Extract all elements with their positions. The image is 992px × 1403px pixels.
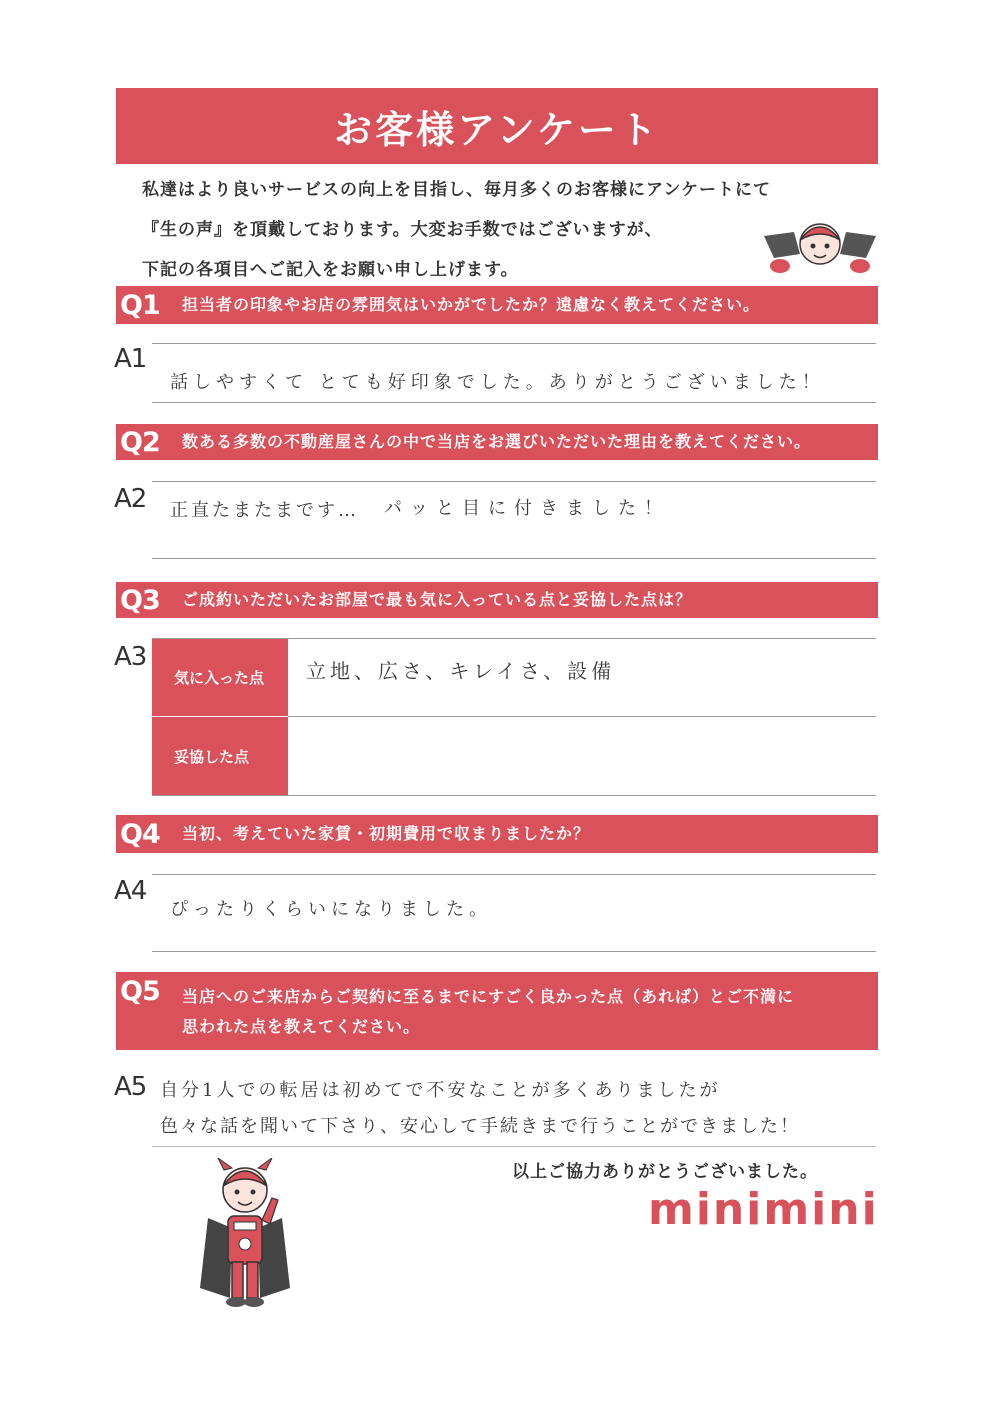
mascot-head-illustration [760,214,880,276]
compromise-points-label: 妥協した点 [152,717,288,795]
answer-5-line-1: 自分1人での転居は初めてで不安なことが多くありましたが [160,1080,721,1101]
answer-4-box [152,874,876,952]
question-number: Q4 [120,818,160,850]
answer-2-label: A2 [114,484,147,514]
answer-1-label: A1 [114,344,147,374]
answer-5-underline [152,1146,876,1147]
row-divider [288,716,876,717]
page-title: お客様アンケート [334,107,660,152]
intro-line-1: 私達はより良いサービスの向上を目指し、毎月多くのお客様にアンケートにて [142,180,771,200]
question-text: 数ある多数の不動産屋さんの中で当店をお選びいただいた理由を教えてください。 [182,432,812,451]
answer-4-label: A4 [114,876,147,906]
question-3-bar [116,582,878,618]
liked-points-label: 気に入った点 [152,639,288,716]
question-number: Q1 [120,289,160,321]
mascot-illustration [190,1158,300,1310]
question-text: ご成約いただいたお部屋で最も気に入っている点と妥協した点は？ [182,590,693,609]
closing-message: 以上ご協力ありがとうございました。 [512,1162,818,1182]
question-number: Q2 [120,426,160,458]
answer-1-text: 話しやすくて とても好印象でした。ありがとうございました！ [170,372,825,393]
company-logo: minimini [648,1184,879,1235]
question-5-bar [116,972,878,1050]
intro-line-3: 下記の各項目へご記入をお願い申し上げます。 [142,260,519,280]
question-number: Q5 [120,976,160,1007]
question-2-bar [116,424,878,460]
answer-3-table [152,638,876,796]
answer-5-label: A5 [114,1072,147,1102]
question-text: 当初、考えていた家賃・初期費用で収まりましたか？ [182,824,591,843]
answer-3-label: A3 [114,642,147,672]
question-text: 担当者の印象やお店の雰囲気はいかがでしたか？遠慮なく教えてください。 [182,295,761,314]
answer-2-text-part1: 正直たまたまです… [170,500,359,521]
question-number: Q3 [120,584,160,616]
question-4-bar [116,815,878,853]
answer-2-text-part2: パッと目に付きました！ [384,498,670,519]
question-text-line-1: 当店へのご来店からご契約に至るまでにすごく良かった点（あれば）とご不満に [182,987,795,1006]
question-text-line-2: 思われた点を教えてください。 [182,1017,421,1036]
answer-2-box [152,481,876,559]
question-1-bar [116,286,878,324]
intro-line-2: 『生の声』を頂戴しております。大変お手数ではございますが、 [142,220,663,240]
liked-points-text: 立地、広さ、キレイさ、設備 [306,659,616,683]
answer-1-box [152,343,876,403]
answer-4-text: ぴったりくらいになりました。 [170,899,492,920]
answer-5-line-2: 色々な話を聞いて下さり、安心して手続きまで行うことができました！ [160,1116,800,1137]
title-banner [116,88,878,164]
